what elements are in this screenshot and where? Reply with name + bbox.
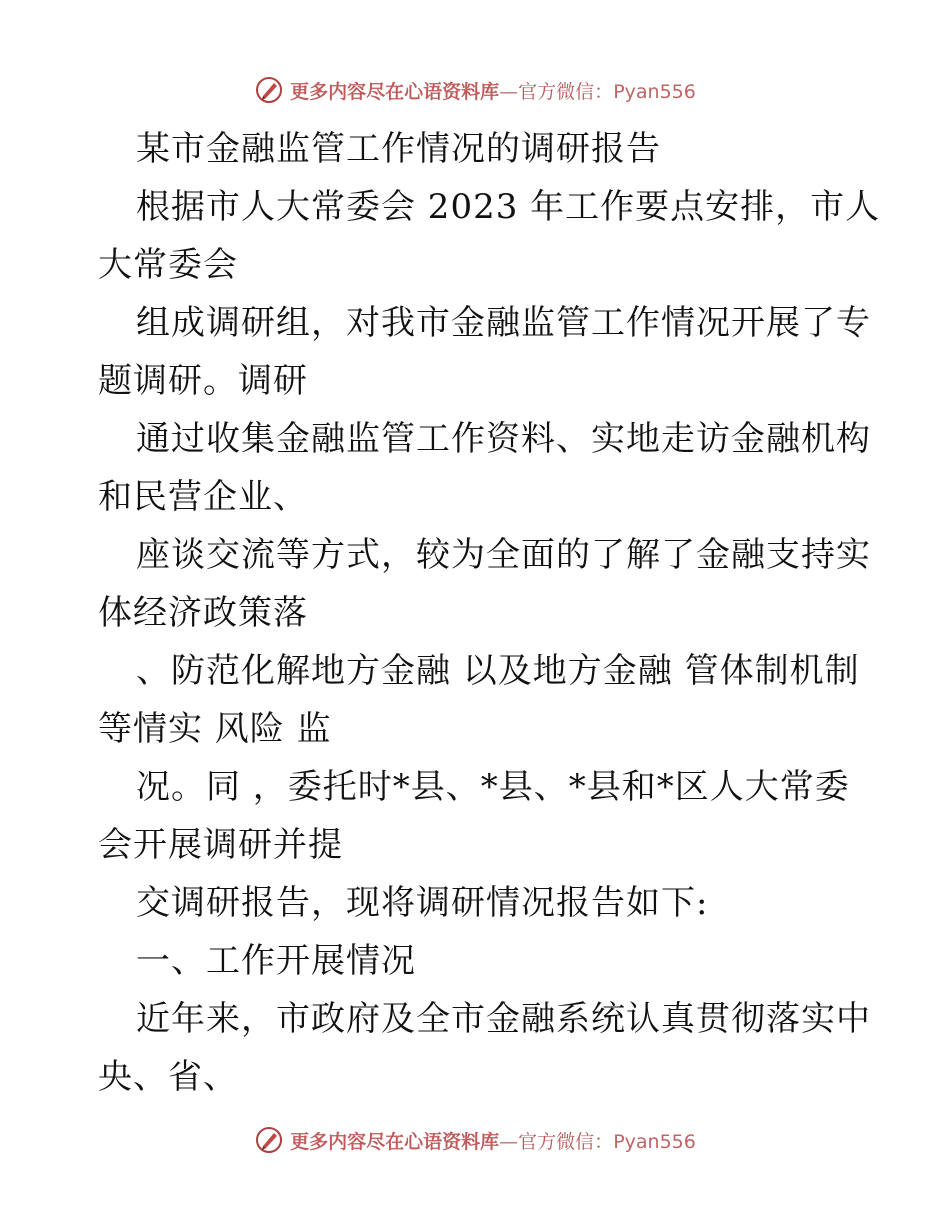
header-watermark-banner <box>0 70 950 110</box>
header-banner-wechat-label: 官方微信： <box>518 80 614 103</box>
footer-banner-main: 更多内容尽在心语资料库 <box>290 1130 500 1153</box>
document-line: 近年来，市政府及全市金融系统认真贯彻落实中 <box>136 999 871 1039</box>
header-banner-wechat-id: Pyan556 <box>613 80 696 103</box>
document-line: 大常委会 <box>98 245 238 285</box>
document-line: 等情实 风险 监 <box>98 709 332 749</box>
pen-logo-icon <box>254 1125 284 1155</box>
document-line: 况。同 ，委托时*县、*县、*县和*区人大常委 <box>136 767 850 807</box>
document-line: 座谈交流等方式，较为全面的了解了金融支持实 <box>136 535 871 575</box>
document-body <box>98 120 881 1106</box>
footer-banner-text <box>290 1127 696 1154</box>
document-line: 体经济政策落 <box>98 593 308 633</box>
footer-watermark-banner <box>0 1120 950 1160</box>
header-banner-text <box>290 77 696 104</box>
document-line: 会开展调研并提 <box>98 825 343 865</box>
header-banner-main: 更多内容尽在心语资料库 <box>290 80 500 103</box>
document-line: 通过收集金融监管工作资料、实地走访金融机构 <box>136 419 871 459</box>
document-line: 题调研。调研 <box>98 361 308 401</box>
document-line: 央、省、 <box>98 1057 238 1097</box>
document-line: 根据市人大常委会 2023 年工作要点安排，市人 <box>136 187 881 227</box>
document-line: 交调研报告，现将调研情况报告如下: <box>136 883 709 923</box>
footer-banner-dash: — <box>499 1130 519 1153</box>
document-line: 、防范化解地方金融 以及地方金融 管体制机制 <box>136 651 860 691</box>
pen-logo-icon <box>254 75 284 105</box>
footer-banner-wechat-label: 官方微信： <box>518 1130 614 1153</box>
section-heading: 一、工作开展情况 <box>136 941 416 981</box>
document-line: 和民营企业、 <box>98 477 308 517</box>
footer-banner-wechat-id: Pyan556 <box>613 1130 696 1153</box>
document-line: 组成调研组，对我市金融监管工作情况开展了专 <box>136 303 871 343</box>
header-banner-dash: — <box>499 80 519 103</box>
document-title: 某市金融监管工作情况的调研报告 <box>136 129 661 169</box>
